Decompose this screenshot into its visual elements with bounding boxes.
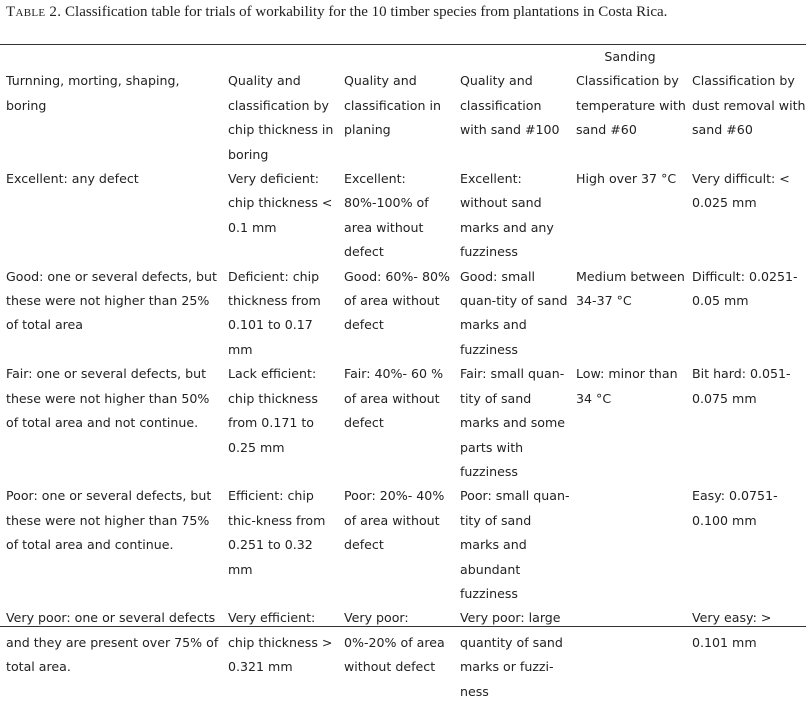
table-cell: Deficient: chip thickness from 0.101 to 0.17 mm bbox=[228, 268, 321, 357]
table-row bbox=[0, 606, 806, 704]
table-cell bbox=[570, 484, 686, 606]
table-row bbox=[0, 484, 806, 606]
column-header: Turnning, morting, shaping, boring bbox=[6, 73, 180, 113]
table-row bbox=[0, 167, 806, 265]
table-cell: Lack efficient: chip thickness from 0.171 to 0.25 mm bbox=[228, 366, 318, 455]
table-cell: Good: one or several defects, but these were not higher than 25% of total area bbox=[6, 268, 217, 333]
table-cell: Poor: small quan-tity of sand marks and abundant fuzziness bbox=[460, 488, 570, 601]
table-cell: Efficient: chip thic-kness from 0.251 to 0.32 mm bbox=[228, 488, 326, 577]
caption-text: Classification table for trials of workability for the 10 timber species from plantations in Costa Rica. bbox=[65, 4, 668, 20]
sanding-group-header: Sanding bbox=[604, 49, 656, 64]
bottom-rule bbox=[0, 626, 806, 627]
group-header-row bbox=[0, 45, 806, 69]
column-header-row bbox=[0, 69, 806, 167]
table-caption bbox=[6, 4, 806, 21]
table-cell: Excellent: 80%-100% of area without defect bbox=[344, 171, 429, 260]
table-row bbox=[0, 265, 806, 363]
column-header: Classification by temperature with sand #60 bbox=[576, 73, 686, 138]
column-header: Classification by dust removal with sand #60 bbox=[692, 73, 806, 138]
column-header: Quality and classification with sand #100 bbox=[460, 73, 560, 138]
table-cell: Very easy: > 0.101 mm bbox=[692, 610, 772, 650]
table-cell bbox=[570, 606, 686, 704]
table-cell: Fair: small quan-tity of sand marks and some parts with fuzziness bbox=[460, 366, 565, 479]
table-cell: Fair: 40%- 60 % of area without defect bbox=[344, 366, 444, 431]
column-header: Quality and classification by chip thickness in boring bbox=[228, 73, 334, 162]
table-cell: Easy: 0.0751-0.100 mm bbox=[692, 488, 778, 528]
table-row bbox=[0, 362, 806, 484]
table-cell: Medium between 34-37 °C bbox=[576, 268, 685, 309]
table-cell: Excellent: any defect bbox=[6, 171, 139, 187]
table-cell: Poor: 20%- 40% of area without defect bbox=[344, 488, 445, 553]
table-cell: Very efficient: chip thickness > 0.321 mm bbox=[228, 610, 333, 675]
table-cell: Very deficient: chip thickness < 0.1 mm bbox=[228, 171, 333, 235]
table-cell: Very difficult: < 0.025 mm bbox=[692, 171, 790, 211]
caption-label: Table 2. bbox=[6, 4, 62, 20]
table-cell: Excellent: without sand marks and any fuzziness bbox=[460, 171, 554, 260]
table-cell: Difficult: 0.0251-0.05 mm bbox=[692, 268, 798, 309]
table-cell: Very poor: large quantity of sand marks or fuzzi-ness bbox=[460, 610, 563, 699]
table-cell: Very poor: 0%-20% of area without defect bbox=[344, 610, 445, 675]
workability-table bbox=[0, 45, 806, 704]
table-cell: Fair: one or several defects, but these were not higher than 50% of total area and not continue. bbox=[6, 366, 210, 431]
table-cell: Good: small quan-tity of sand marks and fuzziness bbox=[460, 268, 568, 357]
table-cell: High over 37 °C bbox=[576, 171, 677, 187]
column-header: Quality and classification in planing bbox=[344, 73, 441, 138]
table-cell: Bit hard: 0.051-0.075 mm bbox=[692, 366, 791, 406]
table-cell: Good: 60%- 80% of area without defect bbox=[344, 268, 450, 333]
table-cell: Low: minor than 34 °C bbox=[576, 366, 678, 406]
table-cell: Poor: one or several defects, but these were not higher than 75% of total area and continue. bbox=[6, 488, 212, 553]
table-cell: Very poor: one or several defects and they are present over 75% of total area. bbox=[6, 610, 219, 675]
